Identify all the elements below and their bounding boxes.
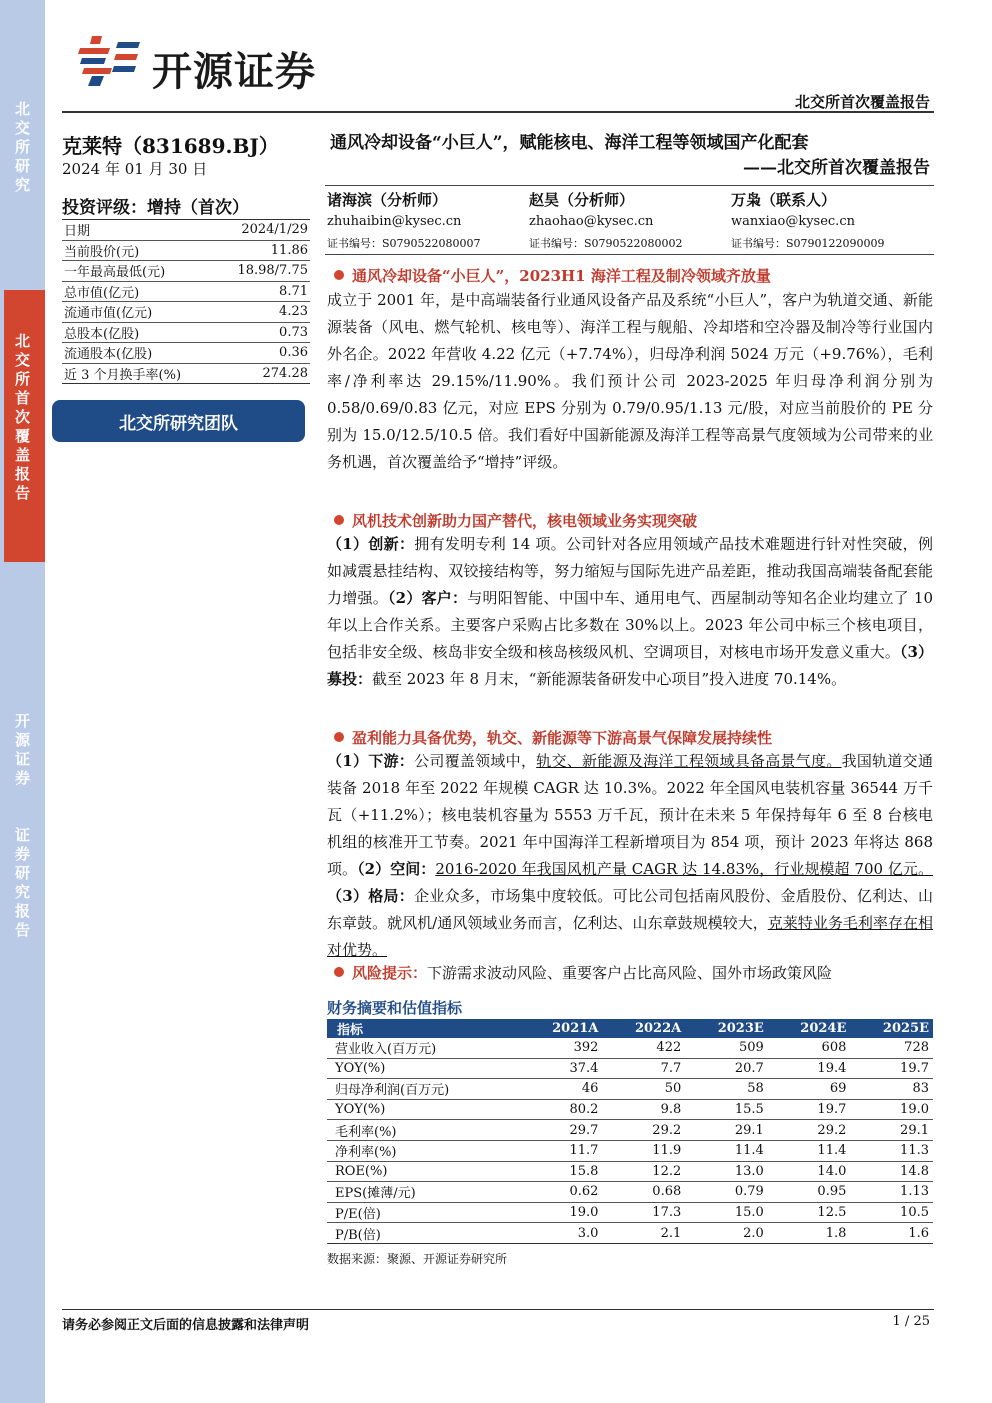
metric-value: 422 (602, 1038, 685, 1058)
risk-label: 风险提示： (352, 964, 428, 982)
market-label: 流通股本(亿股) (62, 343, 215, 364)
column-header: 2022A (602, 1019, 685, 1038)
section-body-1: 成立于 2001 年，是中高端装备行业通风设备产品及系统“小巨人”，客户为轨道交通、新能源装备（风电、燃气轮机、核电等）、海洋工程与舰船、冷却塔和空冷器及制冷等行业国内外名企。2022 年营收 4.22 亿元（+7.74%），归母净利润 5024 万元（+9.76%），毛利率/净利率达 29.15%/11.90%。我们预计公司 2023-2025 年归母净利润分别为 0.58/0.69/0.83 亿元，对应 EPS 分别为 0.79/0.95/1.13 元/股，对应当前股价的 PE 分别为 15.0/12.5/10.5 倍。我们看好中国新能源及海洋工程等高景气度领域为公司带来的业务机遇，首次覆盖给予“增持”评级。 (327, 291, 933, 471)
column-header: 指标 (327, 1019, 520, 1038)
market-label: 流通市值(亿元) (62, 302, 215, 323)
metric-value: 58 (685, 1079, 768, 1100)
section-heading-3 (334, 727, 772, 748)
footer-disclaimer: 请务必参阅正文后面的信息披露和法律声明 (62, 1318, 310, 1333)
keyword: （1）创新： (327, 535, 415, 553)
metric-value: 11.4 (685, 1140, 768, 1161)
left-sidebar (0, 0, 45, 1403)
metric-value: 1.13 (850, 1182, 933, 1203)
metric-value: 608 (768, 1038, 851, 1058)
metric-value: 11.3 (850, 1140, 933, 1161)
analyst-name: 万枭（联系人） (731, 191, 837, 209)
metric-label: YOY(%) (327, 1058, 520, 1079)
column-header: 2021A (520, 1019, 603, 1038)
report-type-tag: 北交所首次覆盖报告 (794, 93, 930, 111)
market-label: 总市值(亿元) (62, 281, 215, 302)
metric-value: 29.2 (602, 1120, 685, 1141)
metric-value: 46 (520, 1079, 603, 1100)
metric-value: 20.7 (685, 1058, 768, 1079)
metric-value: 7.7 (602, 1058, 685, 1079)
analyst-card (327, 189, 527, 251)
table-row (62, 363, 310, 384)
metric-value: 50 (602, 1079, 685, 1100)
table-row (327, 1202, 933, 1223)
metric-value: 1.8 (768, 1223, 851, 1244)
metric-label: 净利率(%) (327, 1140, 520, 1161)
metric-value: 19.7 (768, 1099, 851, 1120)
market-label: 近 3 个月换手率(%) (62, 363, 215, 384)
table-row (327, 1038, 933, 1058)
report-title: 通风冷却设备“小巨人”，赋能核电、海洋工程等领域国产化配套 (330, 133, 809, 153)
metric-value: 0.68 (602, 1182, 685, 1203)
section-heading-text: 通风冷却设备“小巨人”，2023H1 海洋工程及制冷领域齐放量 (352, 267, 771, 285)
section-heading-1 (334, 265, 771, 286)
column-header: 2023E (685, 1019, 768, 1038)
risk-text: 下游需求波动风险、重要客户占比高风险、国外市场政策风险 (427, 964, 833, 982)
table-row (327, 1058, 933, 1079)
section-heading-text: 盈利能力具备优势，轨交、新能源等下游高景气保障发展持续性 (352, 729, 773, 747)
body-text: 与明阳智能、中国中车、通用电气、西屋制动等知名企业均建立了 10 年以上合作关系。主要客户采购占比多数在 30%以上。2023 年公司中标三个核电项目，包括非安全级、核岛非安全级和核岛核级风机、空调项目，对核电市场开发意义重大。 (327, 589, 933, 661)
market-value: 0.73 (215, 322, 310, 343)
metric-value: 0.62 (520, 1182, 603, 1203)
metric-label: P/B(倍) (327, 1223, 520, 1244)
table-row (62, 261, 310, 282)
table-row (327, 1099, 933, 1120)
analyst-email[interactable]: zhaohao@kysec.cn (529, 214, 654, 229)
table-row (62, 220, 310, 241)
analyst-name: 诸海滨（分析师） (327, 191, 448, 209)
table-row (62, 322, 310, 343)
metric-label: YOY(%) (327, 1099, 520, 1120)
metric-value: 11.7 (520, 1140, 603, 1161)
metric-value: 19.0 (850, 1099, 933, 1120)
section-body-2 (327, 531, 933, 693)
keyword: （2）客户： (387, 589, 468, 607)
bullet-icon (334, 967, 344, 977)
sidebar-bottom-label: 开 源 证 券 证 券 研 究 报 告 (14, 712, 30, 939)
market-value: 8.71 (215, 281, 310, 302)
analyst-name: 赵昊（分析师） (529, 191, 635, 209)
analyst-top-rule (325, 185, 934, 186)
market-label: 一年最高最低(元) (62, 261, 215, 282)
table-row (62, 343, 310, 364)
metric-label: P/E(倍) (327, 1202, 520, 1223)
metric-value: 14.0 (768, 1161, 851, 1182)
table-row (62, 302, 310, 323)
analyst-email[interactable]: zhuhaibin@kysec.cn (327, 214, 462, 229)
metric-value: 3.0 (520, 1223, 603, 1244)
section-heading-2 (334, 510, 697, 531)
metric-value: 15.0 (685, 1202, 768, 1223)
metric-value: 29.2 (768, 1120, 851, 1141)
report-date: 2024 年 01 月 30 日 (62, 160, 208, 178)
page-number: 1 / 25 (892, 1314, 930, 1329)
investment-rating: 投资评级：增持（首次） (62, 198, 249, 218)
table-row (327, 1120, 933, 1141)
metric-value: 10.5 (850, 1202, 933, 1223)
market-value: 2024/1/29 (215, 220, 310, 241)
research-team-button[interactable]: 北交所研究团队 (52, 400, 305, 442)
metric-value: 29.7 (520, 1120, 603, 1141)
market-label: 当前股价(元) (62, 240, 215, 261)
underlined-text: 2016-2020 年我国风机产量 CAGR 达 14.83%，行业规模超 700 亿元。 (435, 860, 933, 878)
metric-value: 12.5 (768, 1202, 851, 1223)
table-row (327, 1223, 933, 1244)
brand-logo-icon (78, 36, 142, 86)
analyst-cert: 证书编号：S0790522080007 (327, 237, 481, 250)
metric-value: 2.1 (602, 1223, 685, 1244)
sidebar-middle-label: 北 交 所 首 次 覆 盖 报 告 (14, 332, 30, 502)
metric-value: 17.3 (602, 1202, 685, 1223)
metric-value: 69 (768, 1079, 851, 1100)
section-body-3 (327, 748, 933, 964)
metric-label: 营业收入(百万元) (327, 1038, 520, 1058)
market-value: 18.98/7.75 (215, 261, 310, 282)
metric-value: 11.9 (602, 1140, 685, 1161)
table-row (327, 1140, 933, 1161)
analyst-cert: 证书编号：S0790522080002 (529, 237, 683, 250)
market-value: 11.86 (215, 240, 310, 261)
underlined-text: 克莱特业务毛利率存在相对优势。 (327, 914, 933, 959)
keyword: （3）募投： (327, 643, 933, 688)
metric-label: 毛利率(%) (327, 1120, 520, 1141)
metric-label: ROE(%) (327, 1161, 520, 1182)
metric-value: 728 (850, 1038, 933, 1058)
analyst-bottom-rule (325, 254, 934, 255)
table-row (62, 281, 310, 302)
body-text: 拥有发明专利 14 项。公司针对各应用领域产品技术难题进行针对性突破，例如减震悬挂结构、双铰接结构等，努力缩短与国际先进产品差距，推动我国高端装备配套能力增强。 (327, 535, 933, 607)
metric-value: 29.1 (850, 1120, 933, 1141)
bullet-icon (334, 270, 344, 280)
sidebar-top-label: 北 交 所 研 究 (14, 100, 30, 194)
metric-value: 15.8 (520, 1161, 603, 1182)
risk-line (327, 961, 933, 985)
section-heading-text: 风机技术创新助力国产替代，核电领域业务实现突破 (352, 512, 698, 530)
body-text: 企业众多，市场集中度较低。可比公司包括南风股份、金盾股份、亿利达、山东章鼓。就风机/通风领域业务而言，亿利达、山东章鼓规模较大， (327, 887, 933, 932)
keyword: （2）空间： (357, 860, 436, 878)
metric-value: 14.8 (850, 1161, 933, 1182)
body-text: 截至 2023 年 8 月末，“新能源装备研发中心项目”投入进度 70.14%。 (372, 670, 847, 688)
table-row (327, 1161, 933, 1182)
metric-value: 509 (685, 1038, 768, 1058)
brand-name: 开源证券 (152, 49, 316, 95)
analyst-card (731, 189, 931, 251)
metric-value: 2.0 (685, 1223, 768, 1244)
analyst-card (529, 189, 729, 251)
table-header-row (327, 1019, 933, 1038)
bullet-icon (334, 515, 344, 525)
column-header: 2024E (768, 1019, 851, 1038)
metric-value: 12.2 (602, 1161, 685, 1182)
body-text: 我国轨道交通装备 2018 年至 2022 年规模 CAGR 达 10.3%。2022 年全国风电装机容量 36544 万千瓦（+11.2%）；核电装机容量为 5553 万千瓦，预计在未来 5 年保持每年 6 至 8 台核电机组的核准开工节奏。2021 年中国海洋工程新增项目为 854 项，预计 2023 年将达 868 项。 (327, 752, 933, 878)
metric-value: 37.4 (520, 1058, 603, 1079)
metric-label: EPS(摊薄/元) (327, 1182, 520, 1203)
metric-value: 19.0 (520, 1202, 603, 1223)
column-header: 2025E (850, 1019, 933, 1038)
metric-value: 392 (520, 1038, 603, 1058)
market-data-table (62, 219, 310, 384)
metric-value: 1.6 (850, 1223, 933, 1244)
metric-value: 0.79 (685, 1182, 768, 1203)
metric-value: 0.95 (768, 1182, 851, 1203)
report-subtitle: ——北交所首次覆盖报告 (743, 158, 930, 178)
keyword: （1）下游： (327, 752, 415, 770)
metric-value: 9.8 (602, 1099, 685, 1120)
data-source: 数据来源：聚源、开源证券研究所 (327, 1252, 508, 1266)
metric-value: 83 (850, 1079, 933, 1100)
metric-value: 19.7 (850, 1058, 933, 1079)
market-label: 日期 (62, 220, 215, 241)
metric-value: 13.0 (685, 1161, 768, 1182)
bullet-icon (334, 732, 344, 742)
metric-value: 15.5 (685, 1099, 768, 1120)
market-value: 0.36 (215, 343, 310, 364)
analyst-cert: 证书编号：S0790122090009 (731, 237, 885, 250)
header-rule (62, 111, 934, 113)
footer-rule (62, 1309, 934, 1310)
metric-value: 80.2 (520, 1099, 603, 1120)
metric-value: 29.1 (685, 1120, 768, 1141)
financial-table-title: 财务摘要和估值指标 (327, 999, 463, 1017)
table-row (327, 1079, 933, 1100)
metric-value: 19.4 (768, 1058, 851, 1079)
table-row (327, 1182, 933, 1203)
analyst-email[interactable]: wanxiao@kysec.cn (731, 214, 855, 229)
keyword: （3）格局： (327, 887, 415, 905)
stock-name: 克莱特（831689.BJ） (62, 134, 279, 158)
market-label: 总股本(亿股) (62, 322, 215, 343)
market-value: 4.23 (215, 302, 310, 323)
table-row (62, 240, 310, 261)
underlined-text: 轨交、新能源及海洋工程领域具备高景气度。 (536, 752, 842, 770)
metric-value: 11.4 (768, 1140, 851, 1161)
financial-table (327, 1019, 933, 1244)
metric-label: 归母净利润(百万元) (327, 1079, 520, 1100)
market-value: 274.28 (215, 363, 310, 384)
body-text: 公司覆盖领域中， (414, 752, 537, 770)
